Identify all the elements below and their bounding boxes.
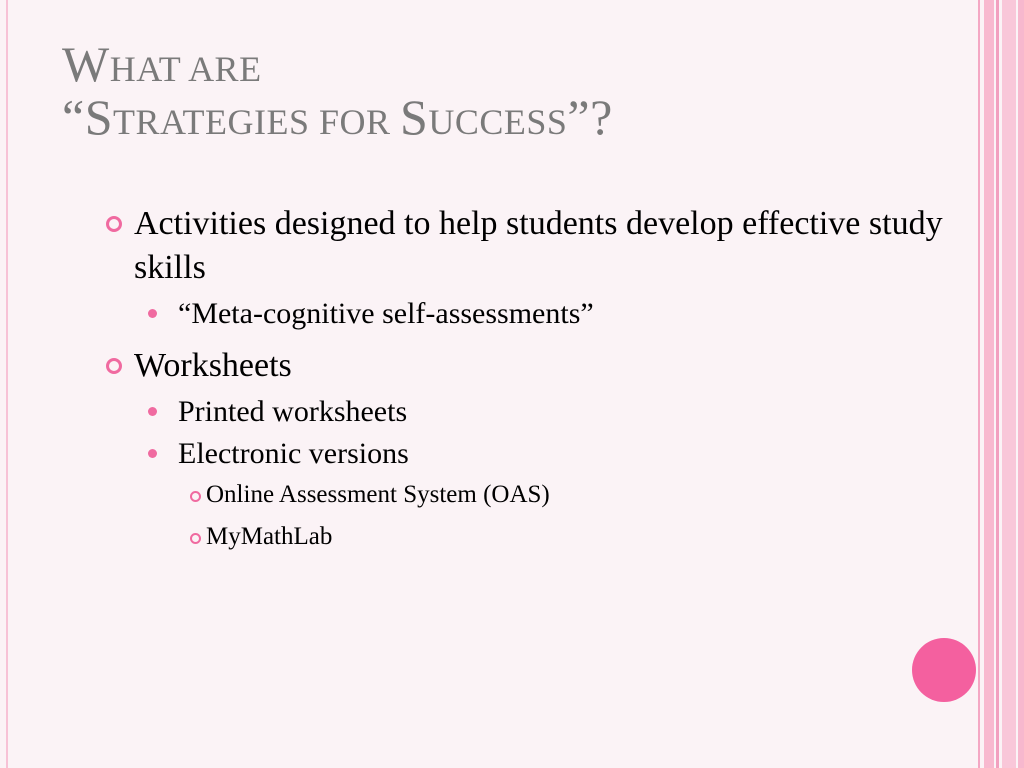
bullet-text: MyMathLab: [206, 523, 333, 550]
stripe-4: [1002, 0, 1016, 768]
filled-dot-bullet-icon: [148, 449, 157, 458]
title-line-1: [62, 38, 613, 91]
filled-dot-bullet-icon: [148, 309, 157, 318]
bullet-text: “Meta-cognitive self-assessments”: [178, 297, 594, 330]
stripe-2: [984, 0, 994, 768]
title-initial-w: W: [62, 36, 110, 92]
title-line-2: [62, 88, 613, 145]
bullet-level2-metacognitive: [104, 294, 984, 334]
filled-dot-bullet-icon: [148, 407, 157, 416]
title-word2-rest: UCCESS: [428, 101, 568, 142]
bullet-level2-electronic: [104, 434, 984, 474]
small-hollow-circle-bullet-icon: [190, 491, 201, 502]
bullet-text: Online Assessment System (OAS): [206, 481, 550, 508]
bullet-text: Worksheets: [134, 347, 292, 384]
slide-title: [62, 38, 613, 143]
stripe-3: [996, 0, 999, 768]
bullet-text: Electronic versions: [178, 437, 409, 470]
bullet-level2-printed: [104, 392, 984, 432]
title-open-quote: “: [62, 88, 85, 145]
title-word1-rest: TRATEGIES FOR: [113, 101, 391, 142]
hollow-circle-bullet-icon: [106, 358, 122, 374]
bullet-level3-mymathlab: [104, 516, 984, 558]
left-border-line: [6, 0, 8, 768]
pink-circle-decoration: [912, 638, 976, 702]
title-line1-rest: HAT ARE: [109, 49, 262, 89]
title-close-quote: ”?: [567, 88, 613, 145]
bullet-text: Printed worksheets: [178, 395, 408, 428]
right-decorative-stripes: [978, 0, 1024, 768]
title-initial-s2: S: [400, 88, 429, 145]
small-hollow-circle-bullet-icon: [190, 533, 201, 544]
stripe-5: [1018, 0, 1024, 768]
title-initial-s1: S: [84, 88, 114, 145]
bullet-text: Activities designed to help students develop effective study skills: [134, 205, 943, 286]
bullet-level1-activities: [104, 202, 984, 290]
hollow-circle-bullet-icon: [106, 216, 122, 232]
slide-content: [104, 202, 984, 558]
bullet-level1-worksheets: [104, 344, 984, 388]
bullet-level3-oas: [104, 474, 984, 516]
